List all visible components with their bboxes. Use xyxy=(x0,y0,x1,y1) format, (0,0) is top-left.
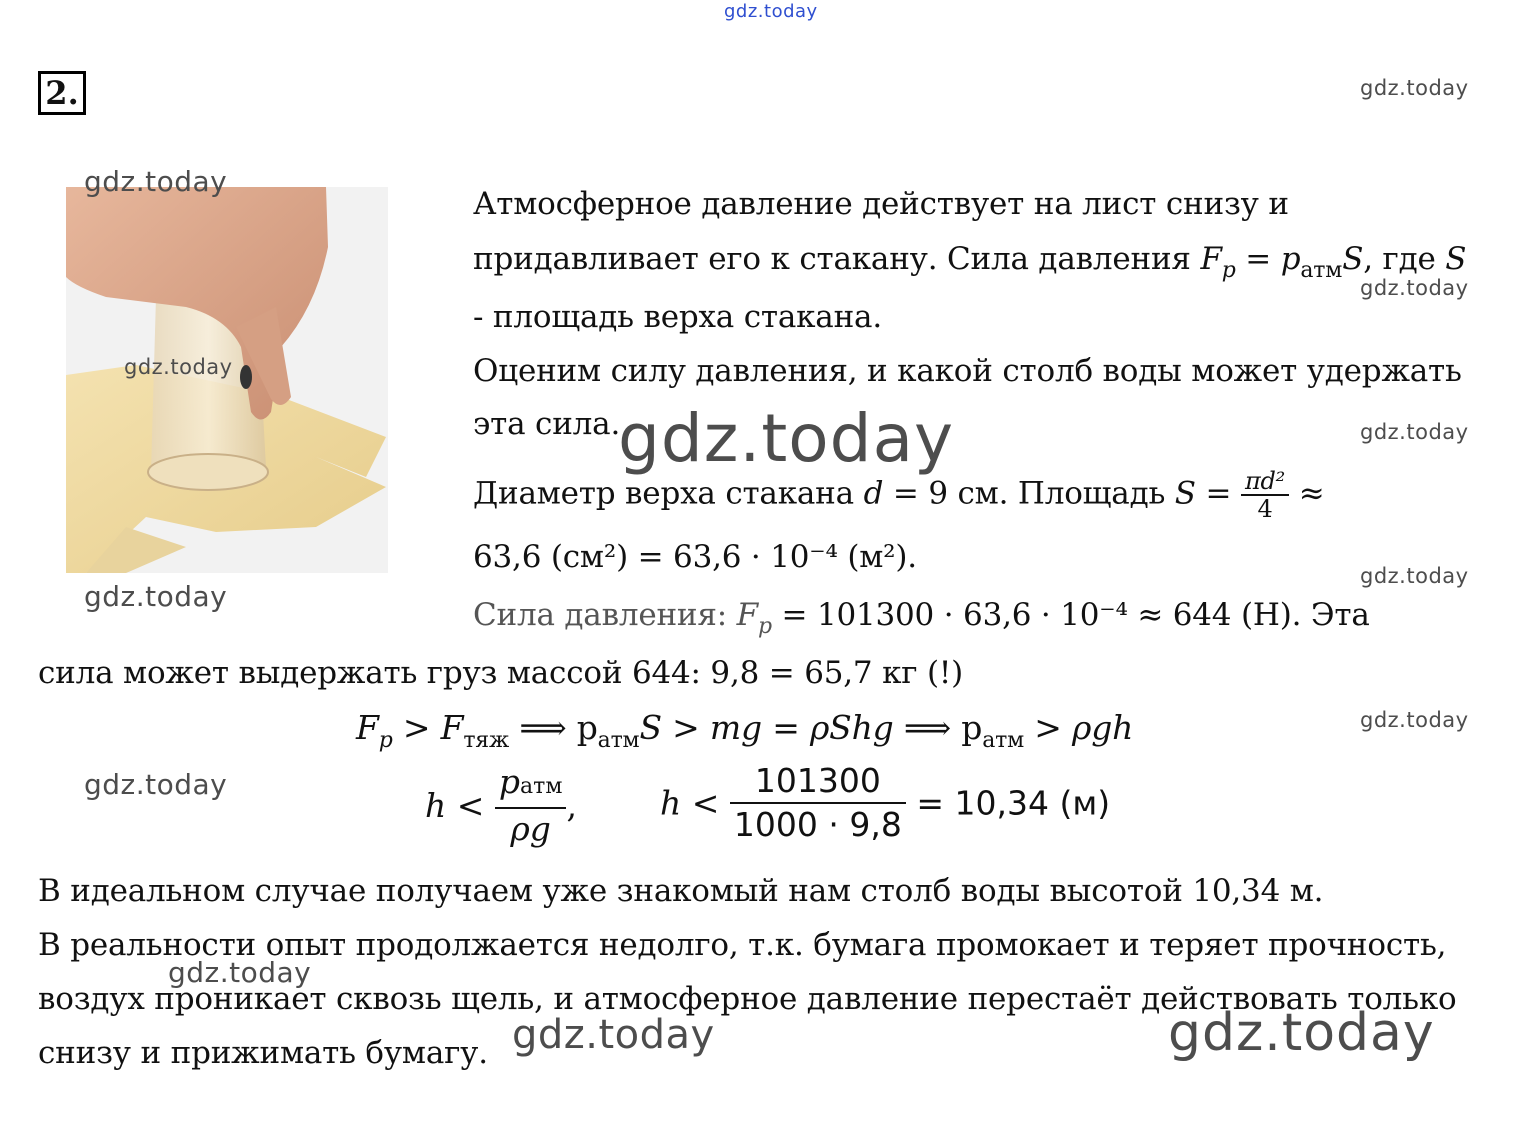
conclusion-line3: воздух проникает сквозь щель, и атмосферное давление перестаёт действовать только xyxy=(38,981,1457,1017)
watermark-photo-3: gdz.today xyxy=(84,580,228,613)
area-line: 63,6 (см²) = 63,6 · 10⁻⁴ (м²). xyxy=(473,539,917,575)
symbol-d: d xyxy=(863,475,884,512)
force-line2: сила может выдержать груз массой 644: 9,8 = 65,7 кг (!) xyxy=(38,655,964,691)
watermark-photo-2: gdz.today xyxy=(124,355,233,379)
problem-number: 2. xyxy=(38,71,86,115)
area-fraction xyxy=(1241,468,1289,522)
paragraph1-where: , где xyxy=(1363,241,1436,277)
watermark-bottom-1: gdz.today xyxy=(168,956,312,989)
formula-fp: $F_p = p_{атм}S$ xyxy=(1200,241,1364,283)
height-inequality-1: h < $\frac{\text{pатм}}{\rho g}$ , xyxy=(425,762,577,848)
conclusion-line4: снизу и прижимать бумагу. xyxy=(38,1035,488,1071)
height-result: = 10,34 (м) xyxy=(916,783,1111,823)
symbol-s: S xyxy=(1445,241,1467,277)
force-value: = 101300 · 63,6 · 10⁻⁴ ≈ 644 (Н). Эта xyxy=(781,597,1370,633)
watermark-right-3: gdz.today xyxy=(1360,420,1469,444)
watermark-large-center: gdz.today xyxy=(618,400,955,477)
formula-chain-rest: ⟹ $p_{атм}S$ > mg = ρShg ⟹ $p_{атм} > \rho gh$ xyxy=(519,708,1134,753)
paragraph1-line2 xyxy=(473,240,1466,282)
height-fraction-1-den: ρg xyxy=(510,809,551,848)
watermark-right-2: gdz.today xyxy=(1360,276,1469,300)
paragraph2-line1: Оценим силу давления, и какой столб воды может удержать xyxy=(473,353,1462,389)
symbol-area: S xyxy=(1174,475,1196,512)
height-fraction-1-num: pатм xyxy=(495,762,567,809)
paragraph1-line3: - площадь верха стакана. xyxy=(473,299,882,335)
paragraph1-line2-text: придавливает его к стакану. Сила давления xyxy=(473,241,1191,277)
watermark-right-4: gdz.today xyxy=(1360,564,1469,588)
watermark-top: gdz.today xyxy=(724,1,818,22)
height-fraction-2 xyxy=(730,760,906,846)
paragraph2-line2: эта сила. xyxy=(473,406,621,442)
diameter-line: Диаметр верха стакана d = 9 см. Площадь S = $\frac{\text{πd²}}{4}$ ≈ xyxy=(473,467,1325,523)
watermark-right-1: gdz.today xyxy=(1360,76,1469,100)
force-symbol: $F_p$ xyxy=(736,597,772,639)
height-fraction-1 xyxy=(495,762,567,849)
area-fraction-denominator: 4 xyxy=(1257,495,1273,523)
diameter-text: Диаметр верха стакана xyxy=(473,475,854,512)
glass-experiment-photo xyxy=(66,187,388,573)
paragraph1-line1: Атмосферное давление действует на лист снизу и xyxy=(473,186,1289,222)
conclusion-line1: В идеальном случае получаем уже знакомый нам столб воды высотой 10,34 м. xyxy=(38,873,1324,909)
diameter-value: = 9 см. Площадь xyxy=(892,475,1166,512)
height-fraction-2-num: 101300 xyxy=(730,760,906,804)
formula-chain: $F_p > F_{тяж}$ ⟹ $p_{атм}S$ > mg = ρShg ⟹ $p_{атм} > \rho gh$ xyxy=(356,708,1134,753)
height-inequality-2: h < $\frac{101300}{1000 \cdot 9,8}$ = 10,34 (м) xyxy=(660,761,1111,844)
watermark-right-5: gdz.today xyxy=(1360,708,1469,732)
height-fraction-2-den: 1000 · 9,8 xyxy=(733,805,902,844)
area-fraction-numerator: πd² xyxy=(1241,468,1289,496)
force-label: Сила давления: xyxy=(473,597,727,633)
conclusion-line2: В реальности опыт продолжается недолго, т.к. бумага промокает и теряет прочность, xyxy=(38,927,1447,963)
watermark-photo-1: gdz.today xyxy=(84,165,228,198)
watermark-bottom-3: gdz.today xyxy=(1168,1003,1435,1063)
watermark-left-mid: gdz.today xyxy=(84,768,228,801)
force-line xyxy=(473,596,1370,638)
watermark-bottom-2: gdz.today xyxy=(512,1012,715,1058)
